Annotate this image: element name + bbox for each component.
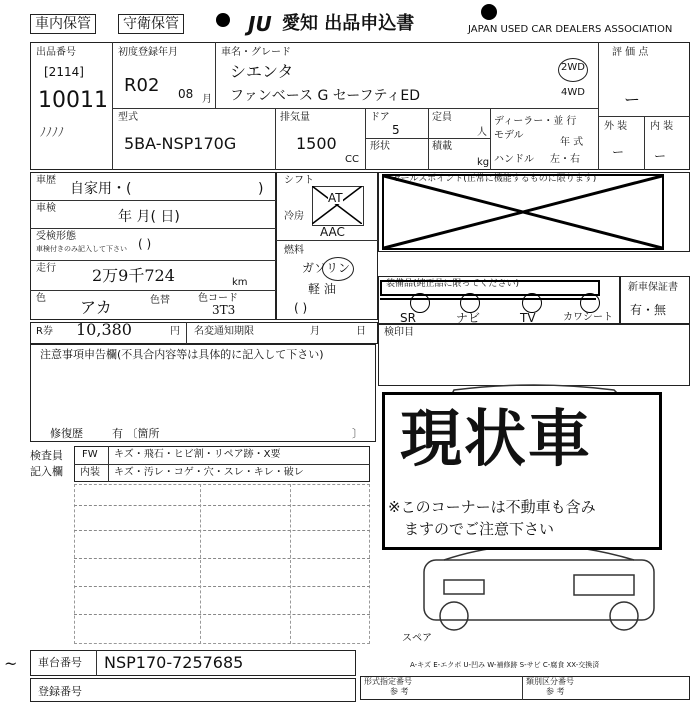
inspector-row2: キズ・汚レ・コゲ・穴・スレ・キレ・破レ <box>114 467 304 478</box>
ac-value: AAC <box>320 225 345 239</box>
notice-label: 名変通知期限 <box>194 326 254 337</box>
exterior-label: 外 装 <box>604 121 628 132</box>
as-is-note-2: ますのでご注意下さい <box>404 520 555 538</box>
equipment-label: 装備品(純正品に限ってください) <box>386 279 520 289</box>
kg-unit: kg <box>477 157 490 168</box>
fuel-diesel: 軽 油 <box>308 282 336 296</box>
pin-hole-right-icon <box>481 4 497 20</box>
inspection-stamp-block <box>378 324 690 386</box>
mileage-label: 走行 <box>36 263 56 274</box>
damage-legend: A-キズ E-エクボ U-凹み W-補修跡 S-サビ C-腐食 XX-交換済 <box>410 661 600 669</box>
load-label: 積載 <box>432 141 452 152</box>
handle-label: ハンドル <box>494 154 534 165</box>
warranty-label: 新車保証書 <box>628 282 678 293</box>
inspector-row1: キズ・飛石・ヒビ割・リペア跡・X要 <box>114 449 281 460</box>
badge-indoor-storage: 車内保管 <box>30 14 96 34</box>
notice-month: 月 <box>310 326 320 337</box>
form-title: 愛知 出品申込書 <box>282 13 415 34</box>
mileage-value: 2万9千724 <box>92 266 175 285</box>
shape-label: 形状 <box>370 141 390 152</box>
exterior-score: ー <box>612 145 625 159</box>
pin-hole-left-icon <box>216 13 230 27</box>
equip-tv-circle <box>522 293 542 313</box>
receipt-note: 車検付きのみ記入して下さい <box>36 245 127 253</box>
inspector-row1-tag: FW <box>82 449 98 460</box>
as-is-title: 現状車 <box>400 402 593 475</box>
chassis-number: NSP170-7257685 <box>104 653 244 672</box>
lot-note: ﾉﾉﾉﾉ <box>40 125 65 139</box>
notes-title: 注意事項申告欄(不具合内容等は具体的に記入して下さい) <box>40 348 324 361</box>
capacity-label: 定員 <box>432 112 452 123</box>
handle-value: 左・右 <box>550 154 580 165</box>
association-name: JAPAN USED CAR DEALERS ASSOCIATION <box>468 24 673 35</box>
color-code-value: 3T3 <box>212 303 236 317</box>
ju-logo: JU <box>248 12 272 36</box>
as-is-note-1: ※このコーナーは不動車も含み <box>388 498 596 516</box>
color-code-label: 色コード <box>198 293 238 304</box>
receipt-label: 受検形態 <box>36 231 76 242</box>
inspection-label: 検印目 <box>384 327 414 338</box>
equipment-strike <box>380 280 600 296</box>
at-value: AT <box>328 191 343 205</box>
color-label: 色 <box>36 293 46 304</box>
model-year-unit: 年 式 <box>560 137 584 148</box>
dealer-label: ディーラー・並 行 <box>494 116 577 127</box>
lot-label: 出品番号 <box>36 47 76 58</box>
shaken-value: 年 月( 日) <box>118 209 180 225</box>
shift-label: シフト <box>284 175 314 186</box>
recycle-unit: 円 <box>170 326 180 337</box>
drive-2wd: 2WD <box>561 62 585 73</box>
color-value: アカ <box>80 298 112 317</box>
reg-label: 登録番号 <box>38 685 82 698</box>
car-name-label: 車名・グレード <box>221 47 291 58</box>
displacement-value: 1500 <box>296 134 337 153</box>
inspector-row2-tag: 内装 <box>80 467 100 478</box>
equip-sr: SR <box>400 311 416 325</box>
drive-4wd: 4WD <box>561 87 585 98</box>
doors-value: 5 <box>392 123 400 137</box>
model-year-label: モデル <box>494 130 524 141</box>
capacity-unit: 人 <box>477 127 487 138</box>
km-unit: km <box>232 277 248 288</box>
evaluation-label: 評 価 点 <box>612 47 649 58</box>
car-name: シエンタ <box>230 62 294 81</box>
receipt-value: ( ) <box>138 237 152 251</box>
equip-navi: ナビ <box>456 311 481 325</box>
inspector-label-2: 記入欄 <box>30 465 63 478</box>
history-close: ) <box>258 181 264 197</box>
repair-label: 修復歴 <box>50 427 83 440</box>
cc-unit: CC <box>345 154 359 165</box>
interior-score: ー <box>654 149 667 163</box>
margin-mark: ~ <box>4 654 18 673</box>
recycle-label: R券 <box>36 326 53 337</box>
history-value: 自家用・( <box>70 181 132 197</box>
displacement-label: 排気量 <box>280 112 310 123</box>
spare-label: スペア <box>402 633 432 644</box>
shaken-label: 車検 <box>36 203 56 214</box>
inspector-writing-area <box>74 484 370 644</box>
shape-ref: 参 考 <box>390 687 409 696</box>
equip-tv: TV <box>520 311 536 325</box>
equip-seat-circle <box>580 293 600 313</box>
ac-label: 冷房 <box>284 211 304 222</box>
registration-year: R02 <box>124 75 160 96</box>
registration-label: 初度登録年月 <box>118 47 178 58</box>
repair-value: 有 〔箇所 <box>112 427 160 440</box>
category-number-label: 類別区分番号 <box>526 677 574 686</box>
lot-code: [2114] <box>44 65 84 79</box>
notice-day: 日 <box>356 326 366 337</box>
fuel-label: 燃料 <box>284 245 304 256</box>
badge-guard-storage: 守衛保管 <box>118 14 184 34</box>
color-change-label: 色替 <box>150 295 170 306</box>
repair-close: 〕 <box>352 427 363 440</box>
warranty-value: 有・無 <box>630 303 667 317</box>
equip-sr-circle <box>410 293 430 313</box>
recycle-value: 10,380 <box>76 320 132 339</box>
doors-label: ドア <box>370 112 390 123</box>
history-label: 車歴 <box>36 175 56 186</box>
sales-point-label: セールスポイント(正常に機能するものに限ります) <box>392 174 597 184</box>
car-grade: ファンベース G セーフティED <box>230 88 421 104</box>
evaluation-score: ー <box>624 90 641 109</box>
registration-month-unit: 月 <box>202 94 212 105</box>
registration-month: 08 <box>178 87 194 101</box>
fuel-gasoline: ガソリン <box>302 261 351 275</box>
equip-navi-circle <box>460 293 480 313</box>
inspector-label-1: 検査員 <box>30 449 63 462</box>
fuel-other: ( ) <box>294 301 308 315</box>
model-value: 5BA-NSP170G <box>124 134 237 153</box>
equip-seat: カワシート <box>563 312 613 323</box>
category-ref: 参 考 <box>546 687 565 696</box>
chassis-label: 車台番号 <box>38 656 82 669</box>
model-label: 型式 <box>118 112 138 123</box>
shape-number-label: 形式指定番号 <box>364 677 412 686</box>
lot-number: 10011 <box>38 88 108 113</box>
sales-point-cross-icon <box>382 174 664 250</box>
interior-label: 内 装 <box>650 121 674 132</box>
